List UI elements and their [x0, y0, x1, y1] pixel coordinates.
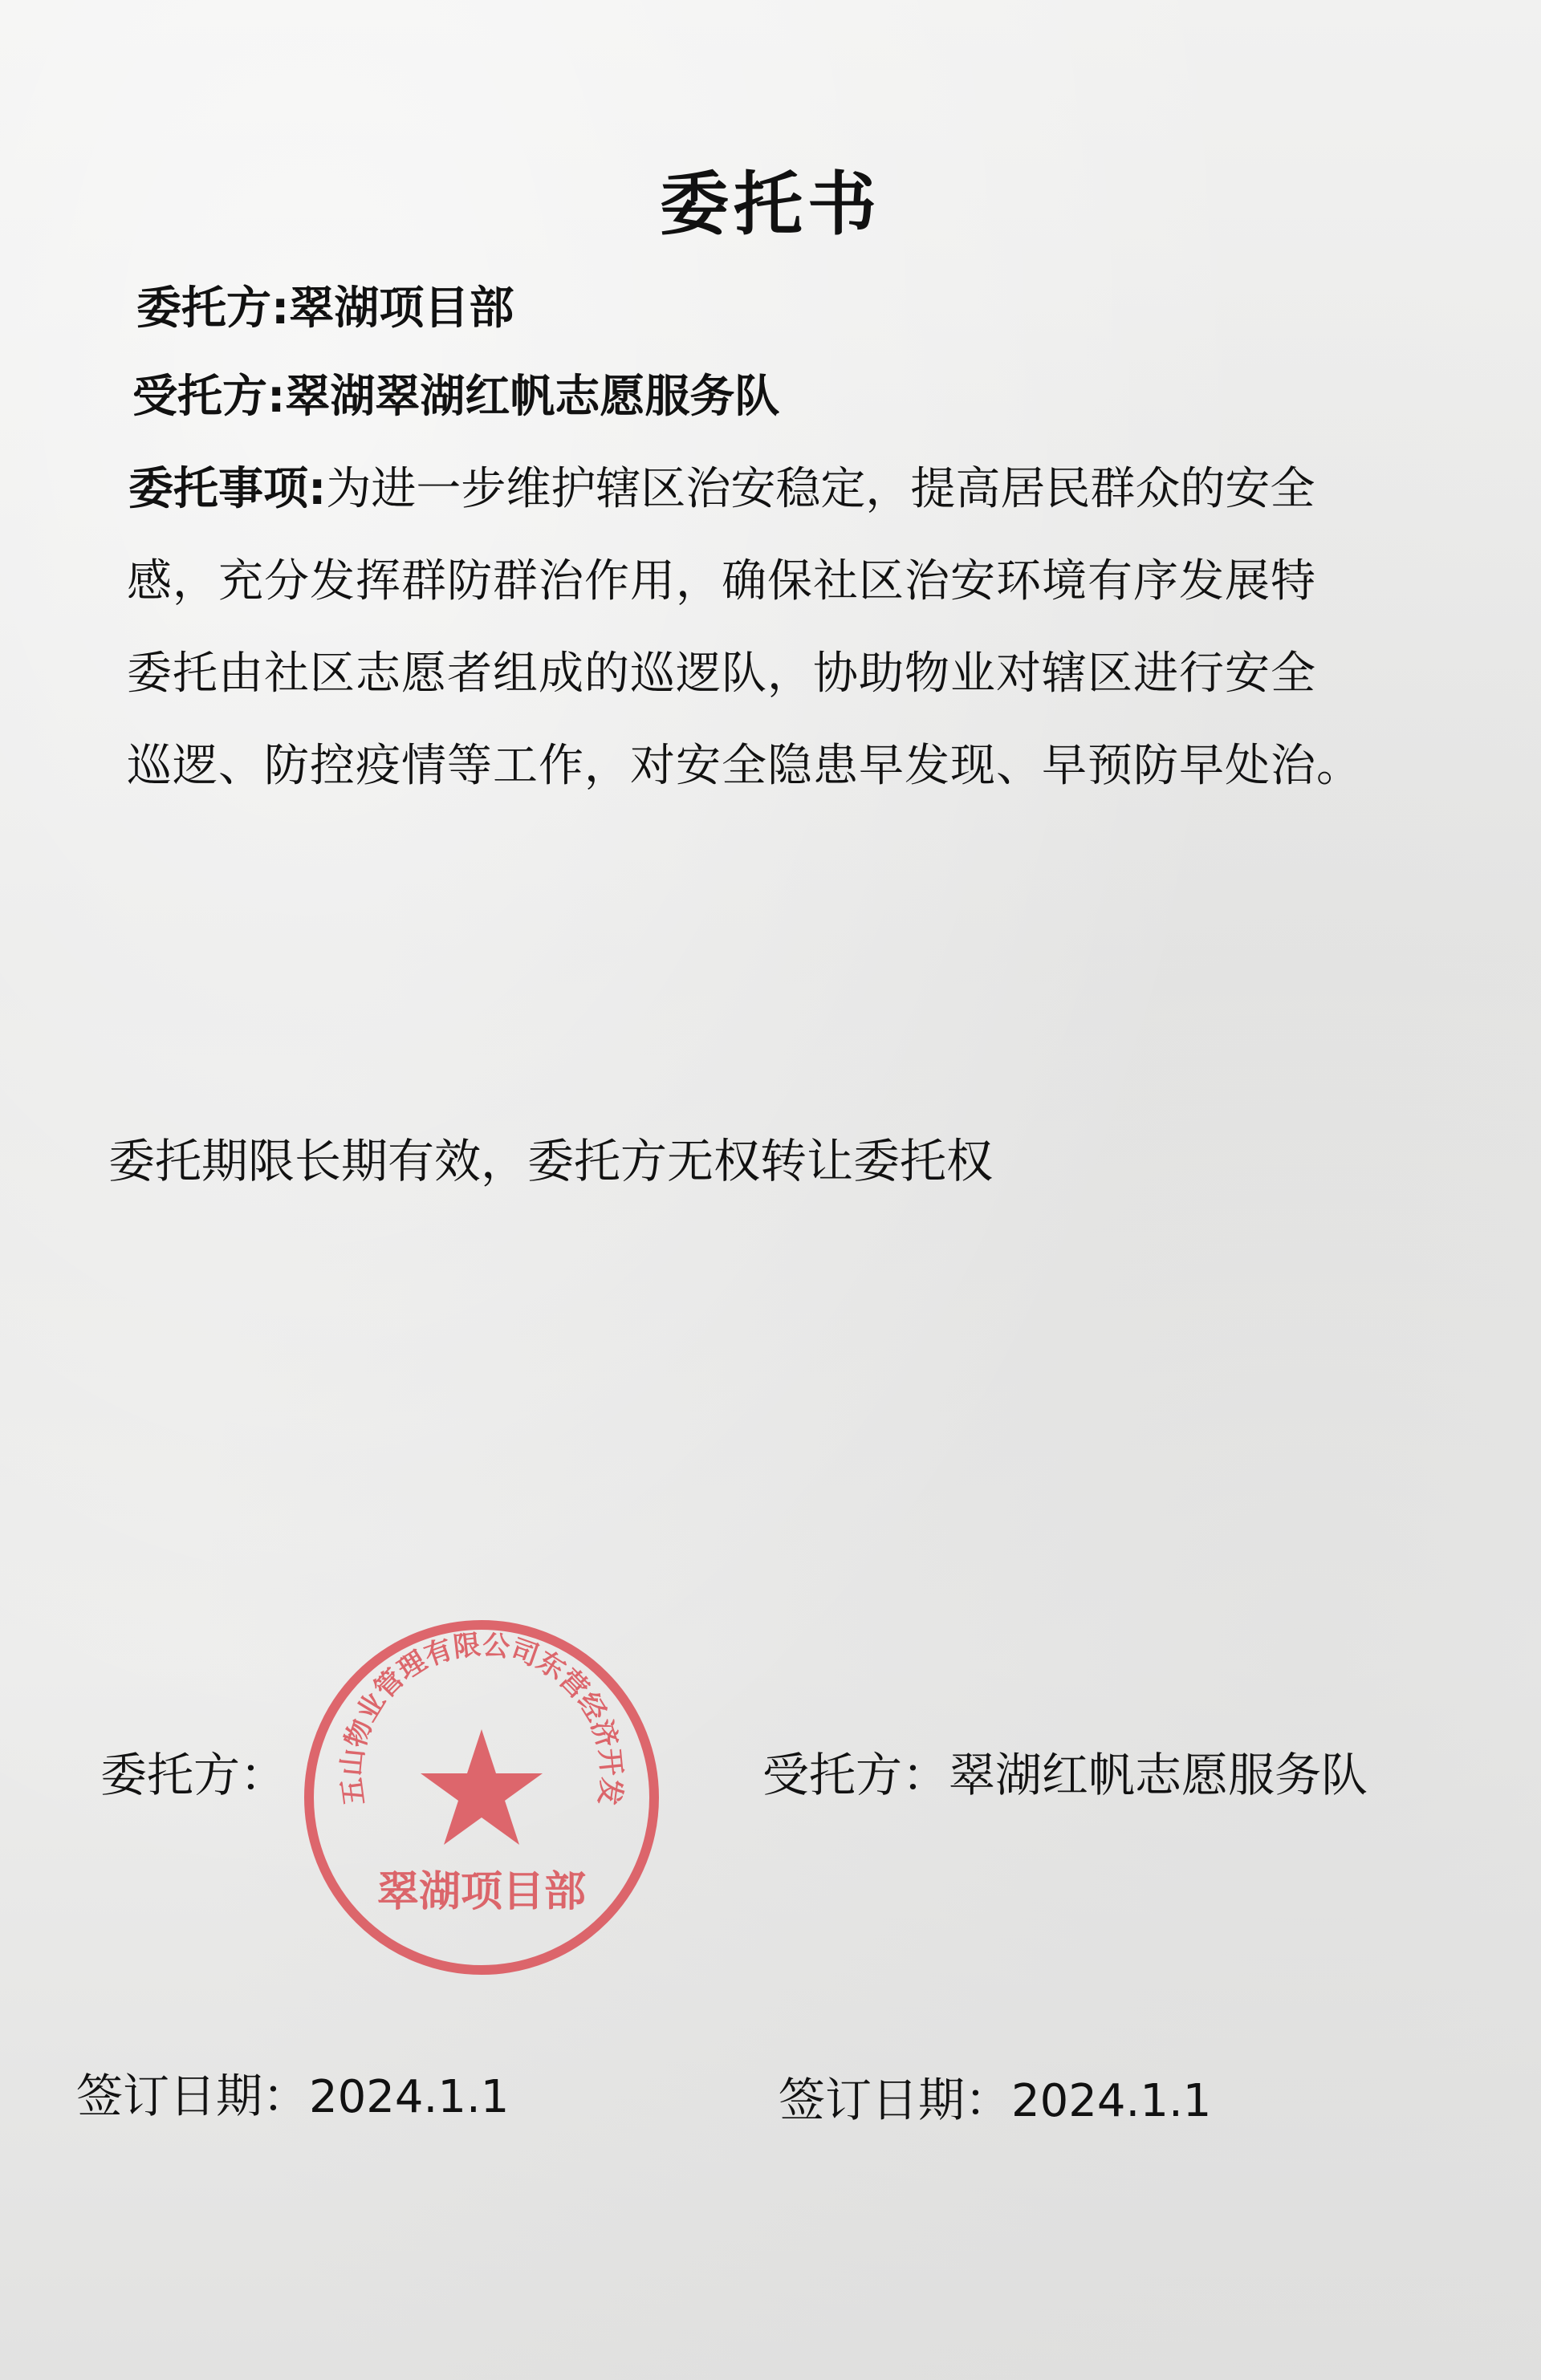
client-line [136, 281, 514, 337]
trustee-date-label: 签订日期： [779, 2073, 1012, 2127]
client-label: 委托方: [136, 282, 290, 335]
trustee-signature-line [762, 1737, 1368, 1805]
trustee-value: 翠湖翠湖红帆志愿服务队 [285, 371, 780, 423]
trustee-line [132, 369, 779, 425]
seal-inner-text: 翠湖项目部 [376, 1868, 587, 1916]
client-value: 翠湖项目部 [289, 282, 514, 335]
matter-text-line-4: 巡逻、防控疫情等工作，对安全隐患早发现、早预防早处治。 [127, 740, 1362, 792]
matter-label: 委托事项: [128, 463, 327, 515]
company-seal [289, 1605, 674, 1982]
matter-text-line-1: 为进一步维护辖区治安稳定，提高居民群众的安全 [326, 463, 1315, 515]
client-signature-label: 委托方： [100, 1748, 287, 1802]
client-date-row [76, 2058, 509, 2126]
matter-text-line-3: 委托由社区志愿者组成的巡逻队，协助物业对辖区进行安全 [127, 648, 1316, 700]
trustee-signature-name: 翠湖红帆志愿服务队 [949, 1748, 1368, 1802]
document-title: 委托书 [660, 164, 881, 245]
trustee-label: 受托方: [132, 371, 286, 423]
matter-line-1 [128, 461, 1315, 518]
client-date-label: 签订日期： [76, 2069, 310, 2123]
client-date-value: 2024.1.1 [309, 2071, 510, 2123]
trustee-signature-label: 受托方： [762, 1748, 949, 1802]
validity-statement: 委托期限长期有效，委托方无权转让委托权 [108, 1134, 994, 1188]
seal-star-icon [421, 1729, 543, 1845]
trustee-date-row [779, 2062, 1211, 2130]
trustee-date-value: 2024.1.1 [1011, 2075, 1212, 2127]
matter-text-line-2: 感，充分发挥群防群治作用，确保社区治安环境有序发展特 [127, 555, 1316, 607]
seal-graphic [289, 1605, 674, 1982]
seal-outer-text: 五山物业管理有限公司东营经济开发 [335, 1628, 628, 1808]
